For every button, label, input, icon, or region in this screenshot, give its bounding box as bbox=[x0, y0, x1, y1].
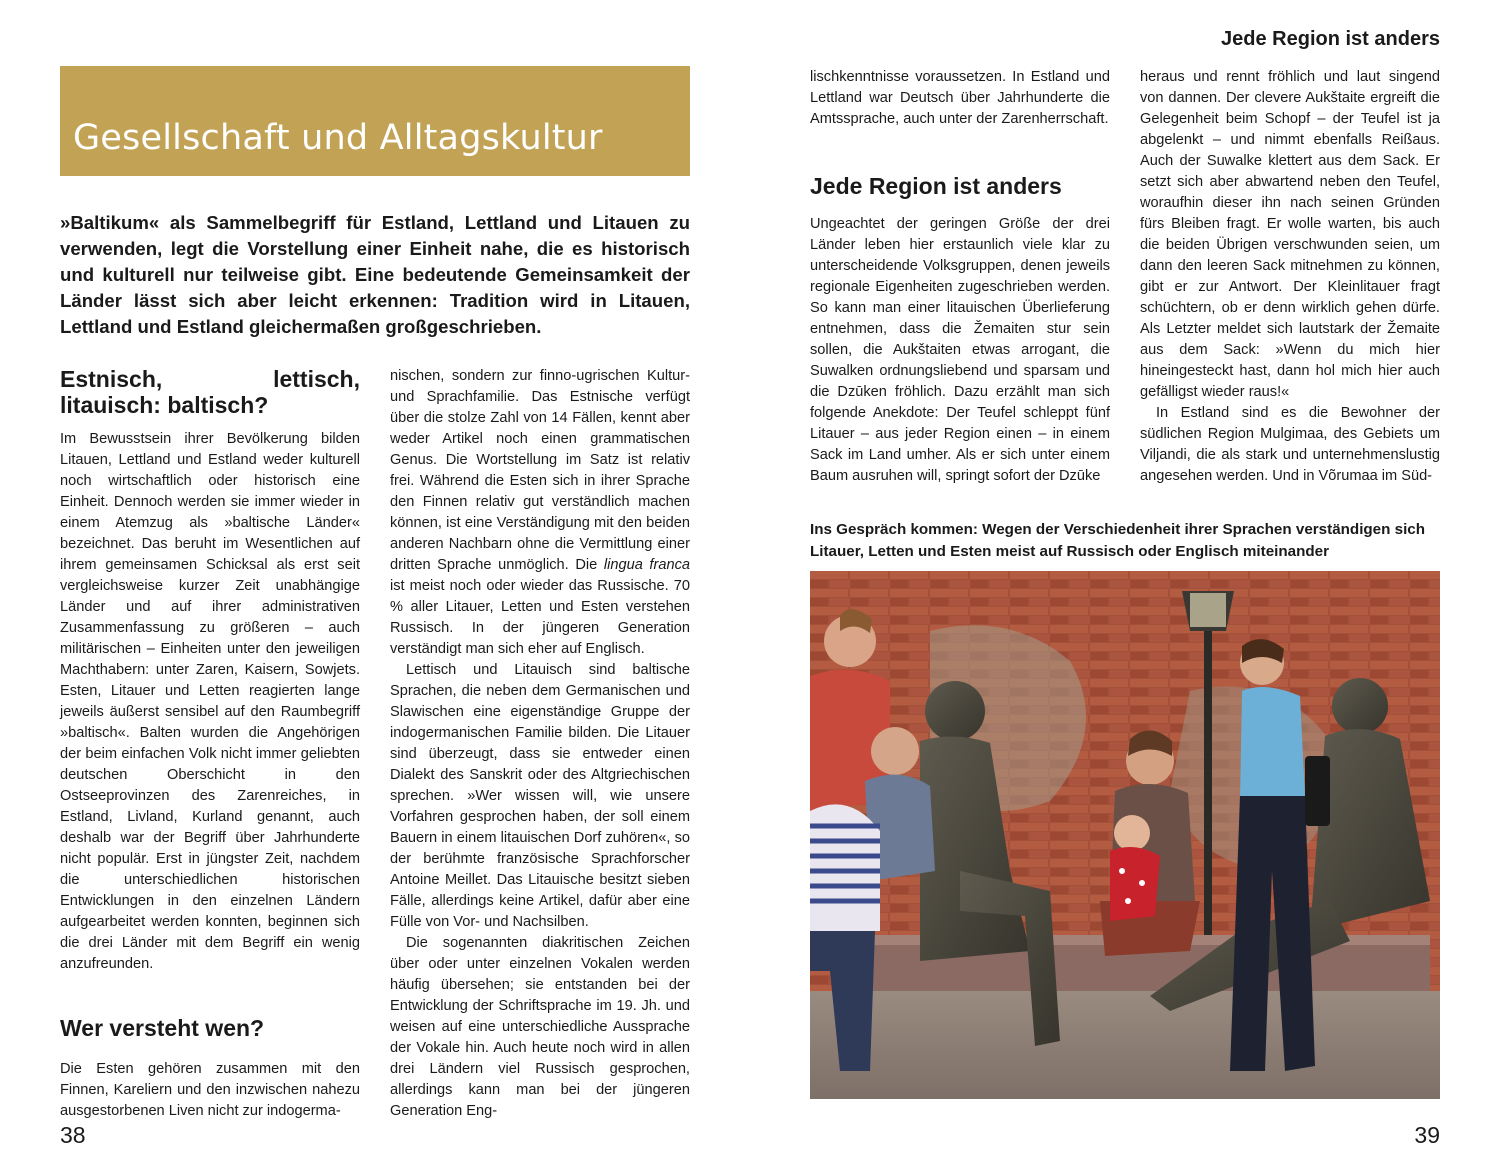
col2-p1-italic: lingua franca bbox=[603, 557, 690, 573]
col2-p1-text-a: nischen, sondern zur finno-ugrischen Kultur- und Sprachfamilie. Das Estnische verfügt über die stolze Zahl von 14 Fällen, kennt aber weder Artikel noch einen grammatischen Genus. Die Wortstellung im Satz ist relativ frei. Während die Esten sich in ihrer Sprache den Finnen relativ gut verständlich machen können, ist eine Verständigung mit den beiden anderen Nachbarn ohne die Vermittlung einer dritten Sprache unmöglich. Die bbox=[390, 368, 690, 573]
col4-paragraph-2: In Estland sind es die Bewohner der südlichen Region Mulgimaa, des Gebiets um Viljandi, die als stark und unternehmenslustig angesehen werden. Und in Võrumaa im Süd- bbox=[1140, 405, 1440, 484]
col1-paragraph-2: Die Esten gehören zusammen mit den Finnen, Kareliern und den inzwischen nahezu ausgestorbenen Liven nicht zur indogerma- bbox=[60, 1061, 360, 1119]
column-2 bbox=[390, 366, 690, 1122]
heading-jede-region: Jede Region ist anders bbox=[810, 173, 1062, 199]
photo-illustration bbox=[810, 571, 1440, 1099]
lead-paragraph: »Baltikum« als Sammelbegriff für Estland, Lettland und Litauen zu verwenden, legt die Vorstellung einer Einheit nahe, die es historisch und kulturell nur teilweise gibt. Eine bedeutende Gemeinsamkeit der Länder lässt sich aber leicht erkennen: Tradition wird in Litauen, Lettland und Estland gleichermaßen großgeschrieben. bbox=[60, 212, 690, 337]
page-number-left: 38 bbox=[60, 1122, 86, 1148]
photo-statues-people bbox=[810, 571, 1440, 1099]
col2-paragraph-3: Die sogenannten diakritischen Zeichen über oder unter einzelnen Vokalen werden häufig übersehen; sie entstanden bei der Entwicklung der Schriftsprache im 19. Jh. und weisen auf eine unterschiedliche Aussprache der Vokale hin. Auch heute noch wird in allen drei Ländern viel Russisch gesprochen, allerdings kann man bei der jüngeren Generation Eng- bbox=[390, 935, 690, 1119]
col2-p1-text-b: ist meist noch oder wieder das Russische. 70 % aller Litauer, Letten und Esten verstehen Russisch. In der jüngeren Generation verständigt man sich eher auf Englisch. bbox=[390, 578, 690, 657]
photo-caption: Ins Gespräch kommen: Wegen der Verschiedenheit ihrer Sprachen verständigen sich Litauer, Letten und Esten meist auf Russisch oder Englisch miteinander bbox=[810, 521, 1426, 560]
chapter-banner bbox=[60, 66, 690, 176]
col2-paragraph-2: Lettisch und Litauisch sind baltische Sprachen, die neben dem Germanischen und Slawischen eine eigenständige Gruppe der indogermanischen Familie bilden. Die Litauer sind überzeugt, dass sie entweder einen Dialekt des Sanskrit oder des Altgriechischen sprechen. »Wer wissen will, wie unsere Vorfahren gesprochen haben, der soll einem Bauern in einem litauischen Dorf zuhören«, so der berühmte französische Sprachforscher Antoine Meillet. Das Litauische besitzt sieben Fälle, allerdings keine Artikel, dafür aber eine Fülle von Vor- und Nachsilben. bbox=[390, 662, 690, 930]
column-3 bbox=[810, 67, 1110, 487]
column-1 bbox=[60, 366, 360, 1122]
page-number-right: 39 bbox=[1414, 1122, 1440, 1148]
col3-paragraph-1: lischkenntnisse voraussetzen. In Estland und Lettland war Deutsch über Jahrhunderte die Amtssprache, auch unter der Zarenherrschaft. bbox=[810, 69, 1110, 127]
column-4 bbox=[1140, 67, 1440, 487]
heading-estnisch: Estnisch, lettisch, litauisch: baltisch? bbox=[60, 366, 360, 418]
running-head: Jede Region ist anders bbox=[1221, 28, 1440, 50]
col1-paragraph-1: Im Bewusstsein ihrer Bevölkerung bilden Litauen, Lettland und Estland weder kulturell noch wirtschaftlich oder historisch eine Einheit. Dennoch werden sie immer wieder in einem Atemzug als »baltische Länder« bezeichnet. Das beruht im Wesentlichen auf ihrem gemeinsamen Schicksal als erst seit vergleichsweise kurzer Zeit unabhängige Länder und auf ihrer administrativen Zusammenfassung zu größeren – auch militärischen – Einheiten unter den jeweiligen Machthabern: unter Zaren, Kaisern, Sowjets. Esten, Litauer und Letten reagierten lange jeweils äußerst sensibel auf den Raumbegriff »baltisch«. Balten wurden die Angehörigen der beim einfachen Volk nicht immer geliebten deutschen Oberschicht in den Ostseeprovinzen des Zarenreiches, in Estland, Livland, Kurland genannt, auch deshalb war der Begriff über Jahrhunderte nicht populär. Erst in jüngster Zeit, nachdem die unterschiedlichen historischen Entwicklungen in den einzelnen Ländern aufgearbeitet werden konnten, beginnen sich die drei Länder mit dem Begriff ein wenig anzufreunden. bbox=[60, 431, 360, 972]
col2-paragraph-1 bbox=[390, 366, 690, 660]
chapter-title: Gesellschaft und Alltagskultur bbox=[73, 118, 603, 158]
col4-paragraph-1: heraus und rennt fröhlich und laut singend von dannen. Der clevere Aukštaite ergreift die Gelegenheit beim Schopf – der Teufel ist ja abgelenkt – und nimmt ebenfalls Reißaus. Auch der Suwalke klettert aus dem Sack. Er setzt sich aber abwartend neben den Teufel, woraufhin dieser ihn nach seinen Gründen fürs Bleiben fragt. Er wolle warten, bis auch die beiden Übrigen verschwunden seien, um dann den leeren Sack mitnehmen zu können, gibt er zur Antwort. Der Kleinlitauer fragt schüchtern, ob er denn wirklich gehen dürfe. Als Letzter meldet sich lautstark der Žemaite aus dem Sack: »Wenn du mich hier hineingesteckt hast, dann hol mich hier auch gefälligst wieder raus!« bbox=[1140, 69, 1440, 400]
col3-paragraph-2: Ungeachtet der geringen Größe der drei Länder leben hier erstaunlich viele klar zu unterscheidende Volksgruppen, denen jeweils regionale Eigenheiten zugeschrieben werden. So kann man einer litauischen Überlieferung entnehmen, dass die Žemaiten stur sein sollen, die Aukštaiten etwas arrogant, die Suwalken ordnungsliebend und sparsam und die Dzūken fröhlich. Dazu erzählt man sich folgende Anekdote: Der Teufel schleppt fünf Litauer – aus jeder Region einen – in einem Sack im Land umher. Als er sich unter einem Baum ausruhen will, springt sofort der Dzūke bbox=[810, 216, 1110, 484]
heading-wer-versteht: Wer versteht wen? bbox=[60, 1015, 265, 1041]
